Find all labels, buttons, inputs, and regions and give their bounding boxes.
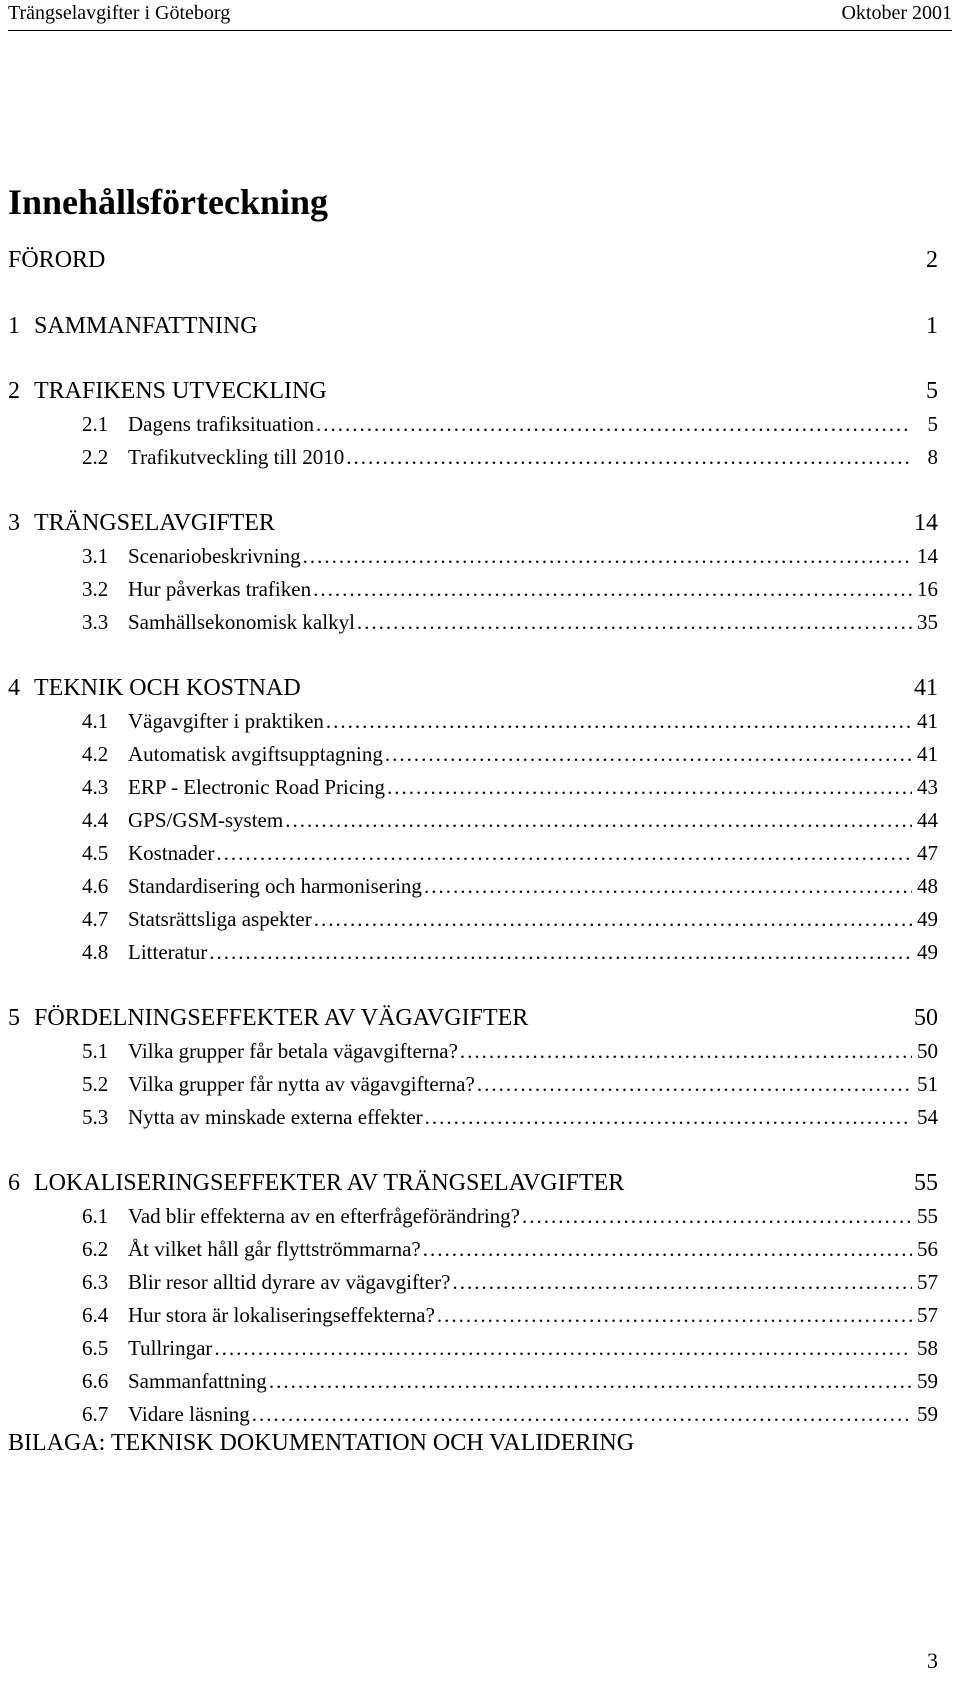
toc-entry-title: Sammanfattning — [128, 1369, 267, 1393]
toc-entry-page: 47 — [917, 841, 938, 865]
toc-entry-number: 5.3 — [82, 1105, 109, 1129]
toc-entry-number: 3.1 — [82, 544, 109, 568]
toc-entry-page: 2 — [926, 247, 938, 273]
toc-entry-number: 4.5 — [82, 841, 109, 865]
dot-leader — [326, 706, 912, 736]
running-header — [8, 0, 952, 31]
toc-subentry[interactable] — [82, 838, 938, 868]
toc-entry-page: 35 — [917, 610, 938, 634]
dot-leader — [209, 937, 912, 967]
toc-entry[interactable] — [8, 508, 938, 538]
toc-entry-title: Vägavgifter i praktiken — [128, 709, 324, 733]
toc-entry-title: Litteratur — [128, 940, 208, 964]
header-document-title: Trängselavgifter i Göteborg — [8, 2, 231, 24]
toc-entry-number: 4 — [8, 675, 20, 701]
dot-leader — [424, 871, 912, 901]
toc-entry-title: Hur stora är lokaliseringseffekterna? — [128, 1303, 435, 1327]
toc-entry-page: 59 — [917, 1369, 938, 1393]
header-date: Oktober 2001 — [841, 2, 952, 24]
toc-entry-title: Trafikutveckling till 2010 — [128, 445, 345, 469]
dot-leader — [452, 1267, 912, 1297]
toc-subentry[interactable] — [82, 607, 938, 637]
toc-entry-title: TEKNIK OCH KOSTNAD — [34, 675, 301, 701]
toc-subentry[interactable] — [82, 739, 938, 769]
toc-entry-page: 41 — [917, 742, 938, 766]
toc-entry-number: 4.3 — [82, 775, 109, 799]
toc-entry-page: 5 — [927, 412, 938, 436]
toc-entry-page: 5 — [926, 378, 938, 404]
dot-leader — [313, 574, 912, 604]
dot-leader — [425, 1102, 912, 1132]
toc-entry-number: 5.1 — [82, 1039, 109, 1063]
toc-entry-title: Kostnader — [128, 841, 215, 865]
toc-entry-page: 48 — [917, 874, 938, 898]
toc-entry-page: 41 — [914, 675, 938, 701]
dot-leader — [437, 1300, 912, 1330]
toc-entry[interactable] — [8, 311, 938, 341]
toc-entry-page: 55 — [917, 1204, 938, 1228]
toc-entry-number: 6 — [8, 1170, 20, 1196]
toc-subentry[interactable] — [82, 1333, 938, 1363]
toc-subentry[interactable] — [82, 541, 938, 571]
toc-entry-number: 6.6 — [82, 1369, 109, 1393]
dot-leader — [385, 739, 912, 769]
toc-entry-number: 2.1 — [82, 412, 109, 436]
dot-leader — [252, 1399, 912, 1429]
toc-entry-number: 4.6 — [82, 874, 109, 898]
toc-entry-number: 6.1 — [82, 1204, 109, 1228]
dot-leader — [423, 1234, 912, 1264]
toc-entry-number: 6.5 — [82, 1336, 109, 1360]
toc-subentry[interactable] — [82, 871, 938, 901]
toc-entry-number: 4.8 — [82, 940, 109, 964]
toc-entry-title: Hur påverkas trafiken — [128, 577, 312, 601]
toc-subentry[interactable] — [82, 574, 938, 604]
toc-subentry[interactable] — [82, 904, 938, 934]
dot-leader — [216, 838, 912, 868]
toc-entry-title: Blir resor alltid dyrare av vägavgifter? — [128, 1270, 451, 1294]
dot-leader — [346, 442, 912, 472]
toc-subentry[interactable] — [82, 1069, 938, 1099]
toc-entry-title: Vidare läsning — [128, 1402, 250, 1426]
toc-entry-page: 57 — [917, 1270, 938, 1294]
toc-entry-title: BILAGA: TEKNISK DOKUMENTATION OCH VALIDERING — [8, 1430, 635, 1456]
toc-entry-title: Dagens trafiksituation — [128, 412, 315, 436]
toc-entry-number: 3 — [8, 510, 20, 536]
toc-entry-page: 1 — [926, 313, 938, 339]
toc-entry-page: 44 — [917, 808, 938, 832]
toc-entry[interactable] — [8, 245, 938, 275]
toc-entry-number: 6.4 — [82, 1303, 109, 1327]
dot-leader — [460, 1036, 912, 1066]
toc-entry-page: 14 — [914, 510, 938, 536]
toc-entry-page: 56 — [917, 1237, 938, 1261]
toc-entry-number: 4.4 — [82, 808, 109, 832]
toc-subentry[interactable] — [82, 442, 938, 472]
toc-entry-title: Standardisering och harmonisering — [128, 874, 422, 898]
toc-subentry[interactable] — [82, 1201, 938, 1231]
dot-leader — [269, 1366, 912, 1396]
toc-entry-title: Vad blir effekterna av en efterfrågeförändring? — [128, 1204, 520, 1228]
toc-entry-title: Automatisk avgiftsupptagning — [128, 742, 383, 766]
toc-subentry[interactable] — [82, 1102, 938, 1132]
toc-entry-title: ERP - Electronic Road Pricing — [128, 775, 386, 799]
toc-entry-page: 49 — [917, 940, 938, 964]
page-number: 3 — [927, 1648, 938, 1673]
toc-subentry[interactable] — [82, 772, 938, 802]
toc-entry-title: Vilka grupper får nytta av vägavgifterna? — [128, 1072, 475, 1096]
toc-subentry[interactable] — [82, 937, 938, 967]
toc-entry-page: 41 — [917, 709, 938, 733]
dot-leader — [285, 805, 912, 835]
dot-leader — [477, 1069, 912, 1099]
toc-entry-number: 4.7 — [82, 907, 109, 931]
toc-entry[interactable] — [8, 1428, 938, 1458]
toc-entry-title: Tullringar — [128, 1336, 213, 1360]
toc-entry-number: 2.2 — [82, 445, 109, 469]
dot-leader — [387, 772, 912, 802]
dot-leader — [214, 1333, 912, 1363]
toc-entry-page: 8 — [927, 445, 938, 469]
toc-entry-number: 4.1 — [82, 709, 109, 733]
toc-entry-title: Statsrättsliga aspekter — [128, 907, 312, 931]
toc-entry-title: FÖRDELNINGSEFFEKTER AV VÄGAVGIFTER — [34, 1005, 529, 1031]
toc-entry-number: 5 — [8, 1005, 20, 1031]
toc-entry[interactable] — [8, 376, 938, 406]
toc-subentry[interactable] — [82, 1300, 938, 1330]
toc-entry-title: LOKALISERINGSEFFEKTER AV TRÄNGSELAVGIFTER — [34, 1170, 625, 1196]
toc-entry-number: 3.2 — [82, 577, 109, 601]
toc-entry-number: 2 — [8, 378, 20, 404]
toc-entry-page: 57 — [917, 1303, 938, 1327]
toc-entry[interactable] — [8, 1168, 938, 1198]
toc-entry-page: 51 — [917, 1072, 938, 1096]
toc-entry-title: TRAFIKENS UTVECKLING — [34, 378, 327, 404]
dot-leader — [303, 541, 912, 571]
toc-entry-number: 6.3 — [82, 1270, 109, 1294]
toc-entry-title: Scenariobeskrivning — [128, 544, 301, 568]
toc-entry-page: 54 — [917, 1105, 938, 1129]
toc-entry-page: 49 — [917, 907, 938, 931]
toc-entry-title: Nytta av minskade externa effekter — [128, 1105, 423, 1129]
toc-entry-number: 6.2 — [82, 1237, 109, 1261]
toc-entry-title: Åt vilket håll går flyttströmmarna? — [128, 1237, 421, 1261]
toc-entry-title: Samhällsekonomisk kalkyl — [128, 610, 355, 634]
dot-leader — [522, 1201, 912, 1231]
toc-entry-title: SAMMANFATTNING — [34, 313, 258, 339]
toc-entry-page: 16 — [917, 577, 938, 601]
toc-entry-title: TRÄNGSELAVGIFTER — [34, 510, 275, 536]
toc-entry-number: 1 — [8, 313, 20, 339]
toc-entry-page: 58 — [917, 1336, 938, 1360]
toc-entry-page: 14 — [917, 544, 938, 568]
toc-entry-title: Vilka grupper får betala vägavgifterna? — [128, 1039, 458, 1063]
toc-subentry[interactable] — [82, 1234, 938, 1264]
dot-leader — [316, 409, 912, 439]
toc-entry-page: 50 — [914, 1005, 938, 1031]
toc-entry-page: 43 — [917, 775, 938, 799]
toc-entry-page: 59 — [917, 1402, 938, 1426]
toc-subentry[interactable] — [82, 1267, 938, 1297]
toc-entry-page: 55 — [914, 1170, 938, 1196]
toc-subentry[interactable] — [82, 1399, 938, 1429]
toc-subentry[interactable] — [82, 1366, 938, 1396]
toc-entry[interactable] — [8, 673, 938, 703]
toc-subentry[interactable] — [82, 1036, 938, 1066]
toc-entry-title: FÖRORD — [8, 247, 106, 273]
dot-leader — [314, 904, 912, 934]
toc-entry-number: 4.2 — [82, 742, 109, 766]
toc-entry[interactable] — [8, 1003, 938, 1033]
toc-subentry[interactable] — [82, 706, 938, 736]
toc-entry-number: 3.3 — [82, 610, 109, 634]
toc-entry-title: GPS/GSM-system — [128, 808, 284, 832]
toc-entry-number: 6.7 — [82, 1402, 109, 1426]
dot-leader — [357, 607, 912, 637]
page-title: Innehållsförteckning — [8, 182, 329, 222]
toc-subentry[interactable] — [82, 805, 938, 835]
toc-entry-number: 5.2 — [82, 1072, 109, 1096]
toc-subentry[interactable] — [82, 409, 938, 439]
toc-entry-page: 50 — [917, 1039, 938, 1063]
